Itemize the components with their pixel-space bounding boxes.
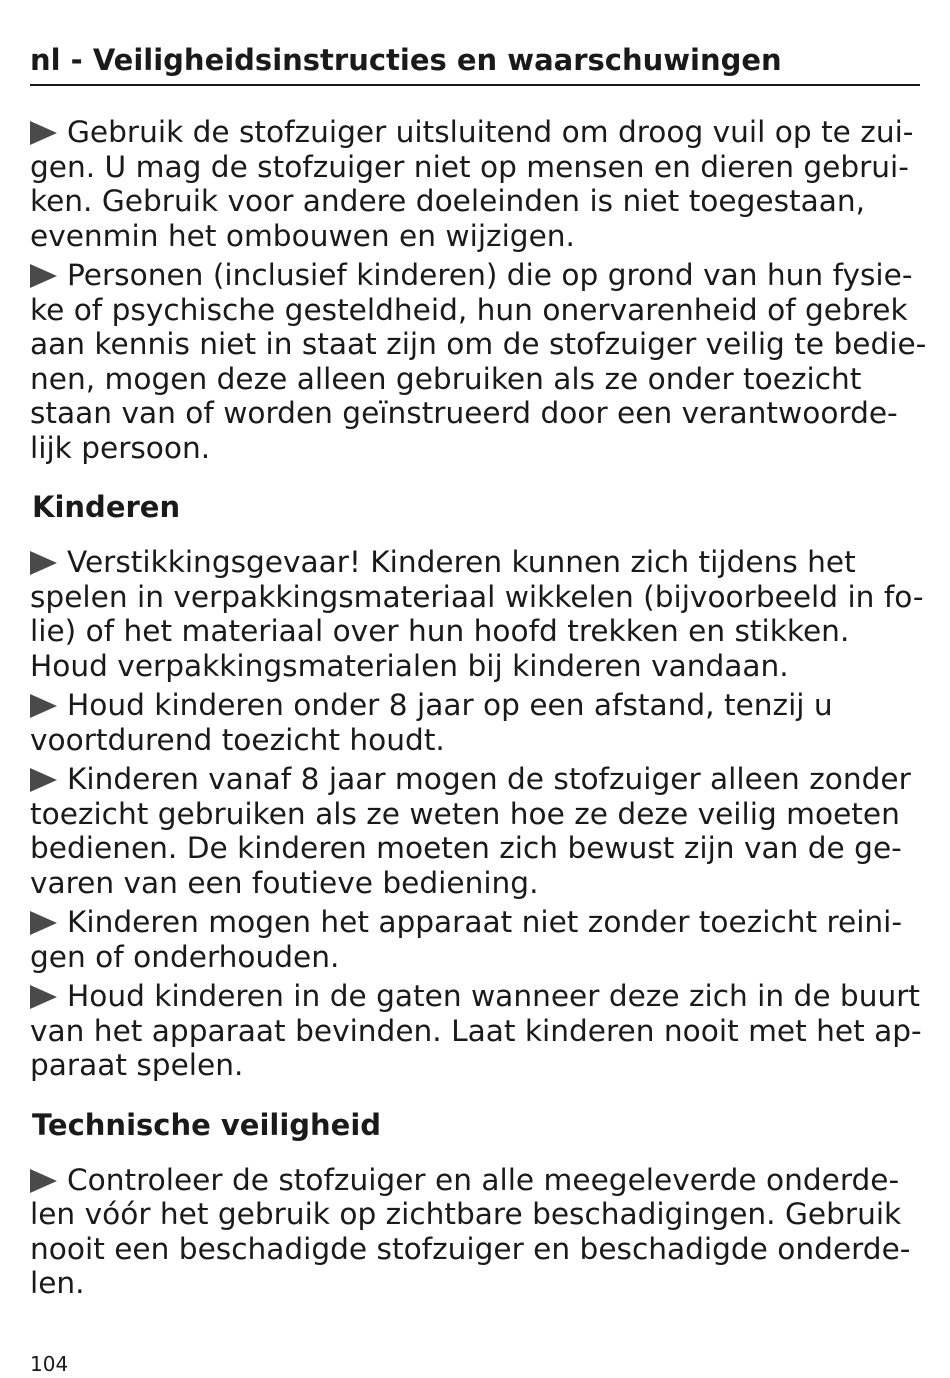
instruction-item (30, 979, 920, 1083)
page-number: 104 (30, 1352, 69, 1376)
instruction-item (30, 258, 927, 465)
instruction-line (30, 258, 920, 293)
triangle-bullet-icon (30, 911, 57, 935)
instruction-text: Houd kinderen onder 8 jaar op een afstand, tenzij u (67, 688, 833, 722)
instruction-line (30, 762, 920, 797)
instruction-line (30, 1197, 920, 1232)
instruction-text: Houd verpakkingsmaterialen bij kinderen vandaan. (30, 648, 789, 683)
instruction-text: lijk persoon. (30, 430, 211, 465)
instruction-line (30, 1014, 920, 1049)
instruction-line (30, 184, 920, 219)
instruction-line (30, 940, 920, 975)
instruction-item (30, 115, 920, 253)
instruction-item (30, 1163, 920, 1301)
instruction-item (30, 688, 920, 757)
instruction-text: aan kennis niet in staat zijn om de stofzuiger veilig te bedie- (30, 327, 927, 361)
instruction-item (30, 545, 924, 683)
instruction-line (30, 1266, 920, 1301)
instruction-text: Gebruik de stofzuiger uitsluitend om droog vuil op te zui- (67, 115, 914, 149)
page-header (30, 38, 920, 86)
instruction-item (30, 762, 920, 900)
instruction-line (30, 396, 920, 431)
section-heading: Kinderen (32, 490, 181, 524)
page-title: nl - Veiligheidsinstructies en waarschuwingen (30, 43, 782, 77)
triangle-bullet-icon (30, 1169, 57, 1193)
triangle-bullet-icon (30, 551, 57, 575)
instruction-text: Kinderen vanaf 8 jaar mogen de stofzuiger alleen zonder (67, 762, 911, 796)
instruction-text: Personen (inclusief kinderen) die op grond van hun fysie- (67, 258, 913, 292)
instruction-line (30, 579, 924, 615)
triangle-bullet-icon (30, 121, 57, 145)
instruction-text: varen van een foutieve bediening. (30, 865, 539, 900)
instruction-line (30, 362, 920, 397)
instruction-text: staan van of worden geïnstrueerd door een verantwoorde- (30, 396, 898, 430)
instruction-line (30, 688, 920, 723)
section-heading: Technische veiligheid (32, 1107, 382, 1142)
instruction-line (30, 431, 920, 466)
instruction-line (30, 797, 920, 832)
instruction-line (30, 545, 920, 580)
instruction-text: nen, mogen deze alleen gebruiken als ze onder toezicht (30, 361, 862, 396)
instruction-text: spelen in verpakkingsmateriaal wikkelen (bijvoorbeeld in fo- (30, 579, 924, 614)
instruction-text: gen of onderhouden. (30, 939, 340, 974)
instruction-line (30, 905, 920, 940)
instruction-line (30, 614, 920, 649)
instruction-text: len. (30, 1266, 85, 1300)
instruction-text: gen. U mag de stofzuiger niet op mensen en dieren gebrui- (30, 149, 909, 184)
instruction-text: voortdurend toezicht houdt. (30, 722, 445, 757)
instruction-text: lie) of het materiaal over hun hoofd trekken en stikken. (30, 614, 850, 648)
instruction-line (30, 723, 920, 758)
instruction-text: ken. Gebruik voor andere doeleinden is niet toegestaan, (30, 184, 866, 218)
instruction-text: Kinderen mogen het apparaat niet zonder toezicht reini- (67, 905, 903, 939)
instruction-text: nooit een beschadigde stofzuiger en beschadigde onderde- (30, 1231, 911, 1266)
instruction-text: Houd kinderen in de gaten wanneer deze zich in de buurt (67, 979, 921, 1013)
instruction-item (30, 905, 920, 974)
instruction-line (30, 649, 920, 684)
triangle-bullet-icon (30, 264, 57, 288)
instruction-text: paraat spelen. (30, 1048, 244, 1082)
instruction-line (30, 115, 920, 150)
instruction-text: van het apparaat bevinden. Laat kinderen nooit met het ap- (30, 1013, 922, 1048)
instruction-line (30, 1232, 920, 1267)
instruction-text: Verstikkingsgevaar! Kinderen kunnen zich tijdens het (67, 545, 856, 579)
instruction-line (30, 327, 927, 362)
document-body (30, 115, 927, 1306)
triangle-bullet-icon (30, 985, 57, 1009)
instruction-text: toezicht gebruiken als ze weten hoe ze deze veilig moeten (30, 796, 900, 831)
instruction-line (30, 831, 920, 866)
instruction-text: evenmin het ombouwen en wijzigen. (30, 218, 575, 253)
instruction-line (30, 866, 920, 901)
instruction-line (30, 150, 920, 185)
instruction-text: ke of psychische gesteldheid, hun onervarenheid of gebrek (30, 292, 908, 327)
instruction-line (30, 1163, 920, 1198)
instruction-text: Controleer de stofzuiger en alle meegeleverde onderde- (67, 1162, 900, 1197)
triangle-bullet-icon (30, 694, 57, 718)
instruction-line (30, 293, 920, 328)
triangle-bullet-icon (30, 768, 57, 792)
instruction-line (30, 979, 920, 1014)
instruction-line (30, 1048, 920, 1083)
instruction-text: bedienen. De kinderen moeten zich bewust zijn van de ge- (30, 831, 902, 865)
instruction-text: len vóór het gebruik op zichtbare beschadigingen. Gebruik (30, 1197, 902, 1231)
instruction-line (30, 219, 920, 254)
